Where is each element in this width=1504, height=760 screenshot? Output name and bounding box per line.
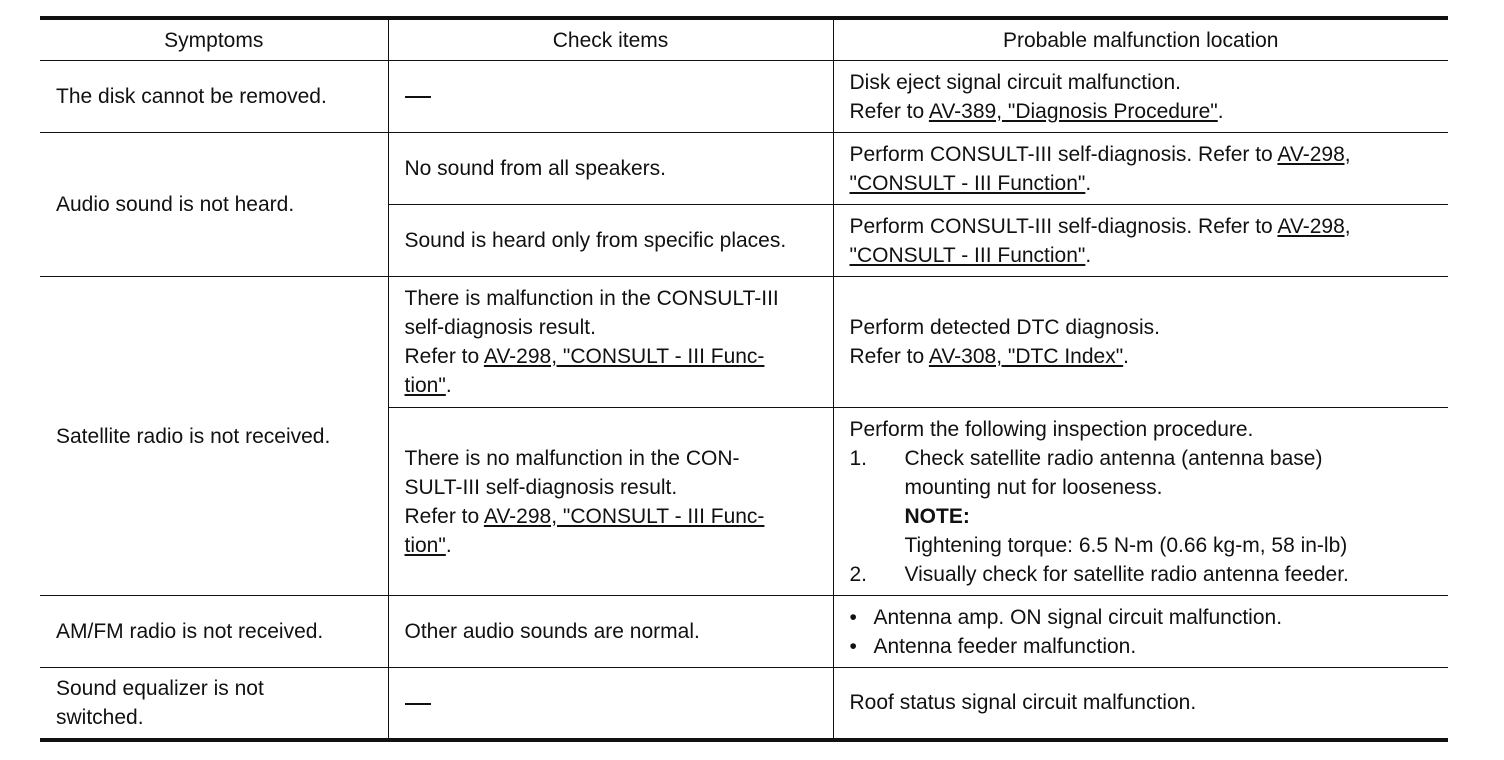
check-text: There is no malfunction in the CON- — [404, 446, 740, 470]
header-row — [40, 18, 1448, 61]
refer-text: Refer to — [849, 99, 929, 123]
location-text-line — [850, 140, 1435, 169]
check-items-cell — [388, 596, 833, 668]
symptom-cell — [40, 668, 388, 740]
symptom-text: AM/FM radio is not received. — [56, 620, 324, 643]
symptom-text: The disk cannot be removed. — [56, 85, 327, 108]
check-link-line — [405, 531, 819, 560]
note-label: NOTE: — [904, 504, 970, 528]
table-row — [40, 668, 1448, 740]
bullet-item — [850, 603, 1435, 632]
reference-link[interactable]: AV-298, "CONSULT - III Func- — [483, 345, 765, 368]
reference-link[interactable]: "CONSULT - III Function" — [849, 243, 1086, 267]
symptom-text: Satellite radio is not received. — [56, 424, 331, 448]
check-text: Other audio sounds are normal. — [404, 620, 700, 643]
symptom-text: Sound equalizer is not — [56, 676, 264, 700]
reference-link[interactable]: "CONSULT - III Function" — [849, 171, 1086, 195]
procedure-step — [850, 560, 1435, 589]
location-text: Perform detected DTC diagnosis. — [849, 316, 1160, 339]
location-cell — [833, 205, 1448, 277]
location-text: Perform CONSULT-III self-diagnosis. Refer to — [849, 142, 1278, 166]
reference-link[interactable]: AV-389, "Diagnosis Procedure" — [928, 99, 1218, 123]
location-text: Disk eject signal circuit malfunction. — [849, 70, 1181, 94]
symptom-cell — [40, 277, 388, 596]
step-number: 2. — [849, 562, 868, 586]
punctuation: . — [1217, 99, 1224, 123]
step-body — [905, 444, 1435, 560]
procedure-step — [850, 444, 1435, 560]
header-symptoms: Symptoms — [40, 18, 388, 61]
step-body — [905, 560, 1435, 589]
check-refer-line — [405, 502, 819, 531]
symptom-cell — [40, 133, 388, 277]
table-row — [40, 277, 1448, 408]
location-link-line — [850, 169, 1435, 198]
bullet-text: Antenna amp. ON signal circuit malfunction. — [873, 605, 1283, 629]
check-items-cell — [388, 408, 833, 596]
table-row — [40, 61, 1448, 133]
bullet-text: Antenna feeder malfunction. — [873, 634, 1137, 658]
location-text: Perform CONSULT-III self-diagnosis. Refer to — [849, 214, 1278, 238]
bullet-item — [850, 632, 1435, 661]
step-text: mounting nut for looseness. — [904, 475, 1163, 499]
symptom-text: switched. — [56, 705, 144, 729]
note-text: Tightening torque: 6.5 N-m (0.66 kg-m, 58 in-lb) — [904, 533, 1348, 557]
check-text: No sound from all speakers. — [404, 157, 666, 180]
check-text: SULT-III self-diagnosis result. — [404, 475, 678, 499]
table-row — [40, 596, 1448, 668]
location-refer-line — [850, 342, 1435, 371]
location-cell — [833, 596, 1448, 668]
diagnosis-table — [40, 16, 1448, 742]
check-text: self-diagnosis result. — [404, 316, 596, 339]
procedure-intro: Perform the following inspection procedure. — [849, 417, 1254, 441]
reference-link[interactable]: AV-298, — [1277, 214, 1351, 238]
check-items-cell — [388, 205, 833, 277]
reference-link[interactable]: AV-308, "DTC Index" — [928, 345, 1124, 368]
reference-link[interactable]: tion" — [404, 374, 446, 397]
symptom-text: Audio sound is not heard. — [56, 193, 295, 216]
check-items-cell — [388, 277, 833, 408]
location-text-line — [850, 212, 1435, 241]
location-cell — [833, 408, 1448, 596]
location-cell — [833, 277, 1448, 408]
check-items-cell — [388, 61, 833, 133]
check-link-line — [405, 371, 819, 400]
bullet-icon: • — [849, 634, 857, 658]
symptom-cell — [40, 596, 388, 668]
location-refer-line — [850, 97, 1435, 126]
check-items-cell — [388, 668, 833, 740]
step-number: 1. — [849, 446, 868, 470]
check-text: Sound is heard only from specific places. — [404, 229, 787, 252]
refer-text: Refer to — [404, 345, 484, 368]
step-text: Check satellite radio antenna (antenna base) — [904, 446, 1323, 470]
dash-mark — [405, 703, 431, 705]
location-cell — [833, 61, 1448, 133]
check-text: There is malfunction in the CONSULT-III — [404, 287, 779, 310]
location-text: Roof status signal circuit malfunction. — [849, 691, 1197, 715]
table-row — [40, 133, 1448, 205]
punctuation: . — [1085, 171, 1092, 195]
reference-link[interactable]: AV-298, "CONSULT - III Func- — [483, 504, 765, 528]
header-probable-location: Probable malfunction location — [833, 18, 1448, 61]
symptom-cell — [40, 61, 388, 133]
punctuation: . — [445, 374, 452, 397]
punctuation: . — [445, 533, 452, 557]
header-check-items: Check items — [388, 18, 833, 61]
refer-text: Refer to — [404, 504, 484, 528]
step-text: Visually check for satellite radio antenna feeder. — [904, 562, 1349, 586]
refer-text: Refer to — [849, 345, 929, 368]
punctuation: . — [1123, 345, 1130, 368]
bullet-icon: • — [849, 605, 857, 629]
dash-mark — [405, 96, 431, 98]
location-link-line — [850, 241, 1435, 270]
reference-link[interactable]: AV-298, — [1277, 142, 1351, 166]
check-refer-line — [405, 342, 819, 371]
reference-link[interactable]: tion" — [404, 533, 446, 557]
punctuation: . — [1085, 243, 1092, 267]
location-cell — [833, 133, 1448, 205]
location-cell — [833, 668, 1448, 740]
check-items-cell — [388, 133, 833, 205]
